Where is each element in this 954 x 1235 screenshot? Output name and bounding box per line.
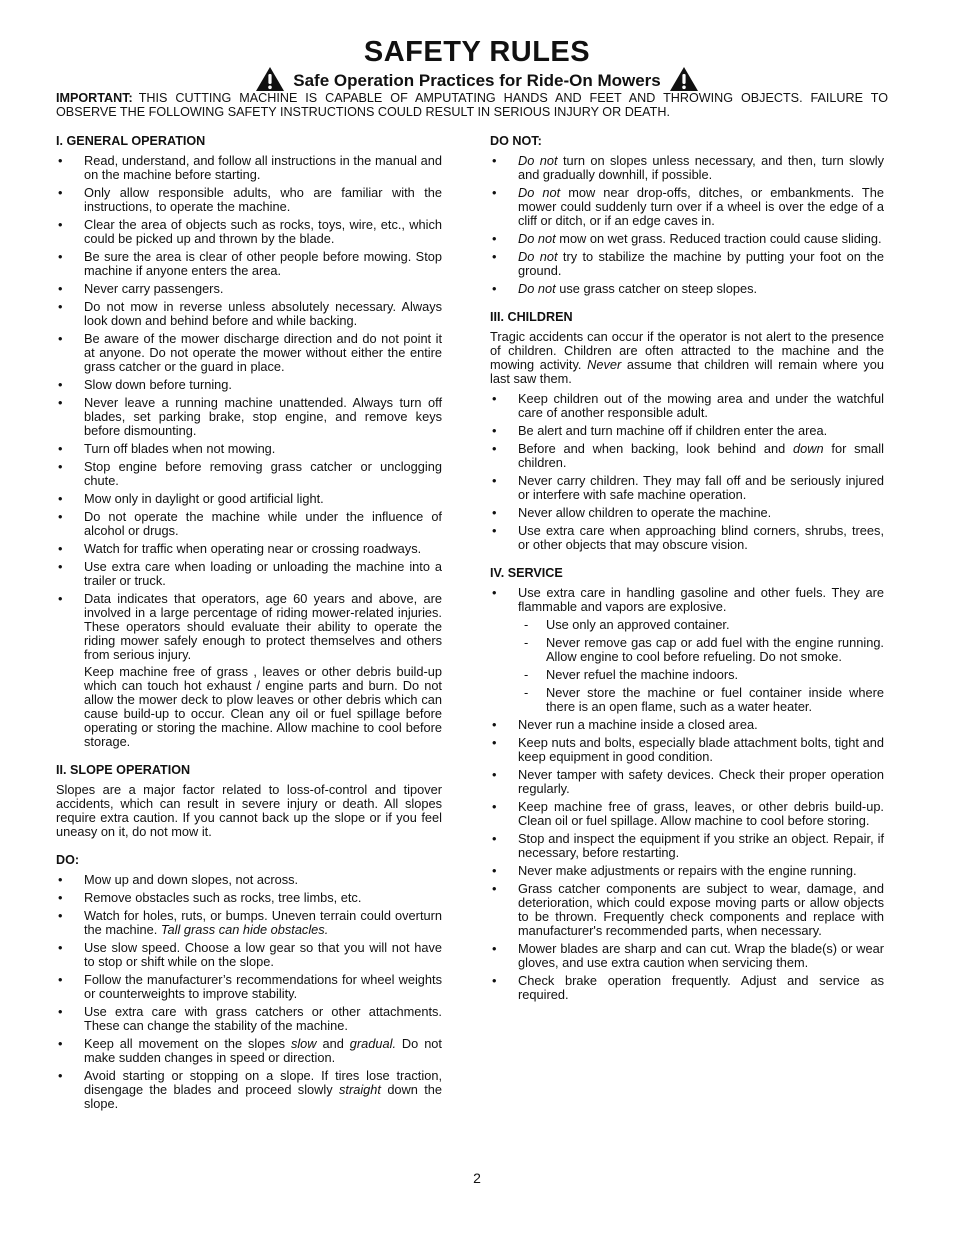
service-list — [490, 586, 884, 1002]
list-item: • Never carry children. They may fall off and be seriously injured or interfere with safe machine operation. — [490, 474, 884, 502]
list-item-text: Use extra care in handling gasoline and other fuels. They are flammable and vapors are explosive. — [518, 585, 884, 614]
general-operation-section — [56, 134, 442, 749]
list-item-text: Before and when backing, look behind and — [518, 441, 786, 456]
list-item: • Mow up and down slopes, not across. — [56, 873, 442, 887]
list-item: • Remove obstacles such as rocks, tree limbs, etc. — [56, 891, 442, 905]
section-heading: IV. SERVICE — [490, 566, 563, 580]
fuel-sub-list — [518, 618, 884, 714]
important-notice — [56, 91, 888, 119]
list-item-text: Keep all movement on the slopes — [84, 1036, 286, 1051]
list-item: • Only allow responsible adults, who are familiar with the instructions, to operate the machine. — [56, 186, 442, 214]
do-not-list — [490, 154, 884, 296]
do-heading: DO: — [56, 853, 80, 867]
sub-list-item: - Never refuel the machine indoors. — [518, 668, 884, 682]
list-item-text: and — [322, 1036, 344, 1051]
page-number: 2 — [473, 1170, 481, 1186]
list-item — [490, 186, 884, 228]
list-item — [56, 592, 442, 749]
emphasis-text: Do not — [518, 231, 556, 246]
important-label: IMPORTANT: — [56, 91, 133, 105]
right-column — [490, 134, 884, 1016]
list-item — [56, 1037, 442, 1065]
list-item: • Keep children out of the mowing area and under the watchful care of another responsible adult. — [490, 392, 884, 420]
list-item: • Keep nuts and bolts, especially blade attachment bolts, tight and keep equipment in good condition. — [490, 736, 884, 764]
emphasis-text: slow — [290, 1036, 317, 1051]
section-heading: II. SLOPE OPERATION — [56, 763, 191, 777]
do-list — [56, 873, 442, 1111]
list-item: • Use extra care when loading or unloading the machine into a trailer or truck. — [56, 560, 442, 588]
list-item — [490, 586, 884, 714]
important-text: THIS CUTTING MACHINE IS CAPABLE OF AMPUTATING HANDS AND FEET AND THROWING OBJECTS. FAILURE TO OBSERVE THE FOLLOWING SAFETY INSTRUCTIONS COULD RESULT IN SERIOUS INJURY OR DEATH. — [56, 91, 888, 119]
list-item: • Mow only in daylight or good artificial light. — [56, 492, 442, 506]
list-item: • Clear the area of objects such as rocks, toys, wire, etc., which could be picked up and thrown by the blade. — [56, 218, 442, 246]
service-section — [490, 566, 884, 1002]
left-column — [56, 134, 442, 1125]
list-item-text: turn on slopes unless necessary, and then, turn slowly and gradually downhill, if possible. — [518, 153, 884, 182]
sub-list-item: - Never remove gas cap or add fuel with the engine running. Allow engine to cool before refueling. Do not smoke. — [518, 636, 884, 664]
section-heading: I. GENERAL OPERATION — [56, 134, 206, 148]
emphasis-text: Do not — [518, 185, 561, 200]
list-item — [490, 282, 884, 296]
list-item: • Read, understand, and follow all instructions in the manual and on the machine before starting. — [56, 154, 442, 182]
paragraph-text: assume that children will remain where you last saw them. — [490, 357, 885, 386]
list-item-text: try to stabilize the machine by putting your foot on the ground. — [518, 249, 884, 278]
emphasis-text: straight — [339, 1082, 381, 1097]
list-item: • Use slow speed. Choose a low gear so that you will not have to stop or shift while on the slope. — [56, 941, 442, 969]
list-item: • Follow the manufacturer’s recommendations for wheel weights or counterweights to improve stability. — [56, 973, 442, 1001]
slope-intro: Slopes are a major factor related to loss-of-control and tipover accidents, which can result in severe injury or death. All slopes require extra caution. If you cannot back up the slope or if you feel uneasy on it, do not mow it. — [56, 782, 442, 839]
list-item: • Be aware of the mower discharge direction and do not point it at anyone. Do not operate the mower without either the entire grass catcher or the guard in place. — [56, 332, 442, 374]
emphasis-text: gradual. — [349, 1036, 396, 1051]
list-item-continuation: Keep machine free of grass , leaves or other debris build-up which can touch hot exhaust / engine parts and burn. Do not allow the mower deck to plow leaves or other debris which can cause build-up to occur. Clean any oil or fuel spillage before operating or storing the machine. Allow machine to cool before storage. — [84, 664, 442, 749]
list-item-text: Data indicates that operators, age 60 years and above, are involved in a large percentage of riding mower-related injuries. These operators should evaluate their ability to operate the riding mower safely enough to protect themselves and others from serious injury. — [84, 591, 442, 662]
children-list — [490, 392, 884, 552]
list-item: • Stop engine before removing grass catcher or unclogging chute. — [56, 460, 442, 488]
sub-list-item: - Use only an approved container. — [518, 618, 884, 632]
list-item-text: Do not make sudden changes in speed or direction. — [84, 1036, 442, 1065]
sub-list-item: - Never store the machine or fuel container inside where there is an open flame, such as a water heater. — [518, 686, 884, 714]
emphasis-text: down — [793, 441, 824, 456]
list-item: • Do not mow in reverse unless absolutely necessary. Always look down and behind before and while backing. — [56, 300, 442, 328]
emphasis-text: Never — [587, 357, 622, 372]
paragraph-text: Tragic accidents can occur if the operator is not alert to the presence of children. Children are often attracted to the machine and the mowing activity. — [490, 329, 884, 372]
list-item — [490, 442, 884, 470]
list-item-text: Watch for holes, ruts, or bumps. Uneven terrain could overturn the machine. — [84, 908, 442, 937]
list-item: • Be sure the area is clear of other people before mowing. Stop machine if anyone enters the area. — [56, 250, 442, 278]
list-item: • Grass catcher components are subject to wear, damage, and deterioration, which could expose moving parts or allow objects to be thrown. Frequently check components and replace with manufacturer's recommended parts, when necessary. — [490, 882, 884, 938]
list-item-text: Avoid starting or stopping on a slope. If tires lose traction, disengage the blades and proceed slowly — [84, 1068, 442, 1097]
list-item: • Never tamper with safety devices. Check their proper operation regularly. — [490, 768, 884, 796]
list-item — [56, 1069, 442, 1111]
emphasis-text: Do not — [518, 153, 558, 168]
list-item: • Never make adjustments or repairs with the engine running. — [490, 864, 884, 878]
list-item: • Keep machine free of grass, leaves, or other debris build-up. Clean oil or fuel spillage. Allow machine to cool before storing. — [490, 800, 884, 828]
section-heading: III. CHILDREN — [490, 310, 573, 324]
list-item: • Be alert and turn machine off if children enter the area. — [490, 424, 884, 438]
emphasis-text: Do not — [518, 281, 556, 296]
list-item-text: down the slope. — [84, 1082, 443, 1111]
list-item: • Use extra care with grass catchers or other attachments. These can change the stability of the machine. — [56, 1005, 442, 1033]
emphasis-text: Do not — [518, 249, 558, 264]
list-item-text: for small children. — [518, 441, 884, 470]
list-item-text: use grass catcher on steep slopes. — [559, 281, 758, 296]
list-item: • Watch for traffic when operating near or crossing roadways. — [56, 542, 442, 556]
list-item — [490, 250, 884, 278]
section-heading: DO NOT: — [490, 134, 542, 148]
list-item — [490, 232, 884, 246]
list-item: • Turn off blades when not mowing. — [56, 442, 442, 456]
list-item: • Mower blades are sharp and can cut. Wrap the blade(s) or wear gloves, and use extra caution when servicing them. — [490, 942, 884, 970]
list-item: • Stop and inspect the equipment if you strike an object. Repair, if necessary, before restarting. — [490, 832, 884, 860]
list-item: • Never leave a running machine unattended. Always turn off blades, set parking brake, stop engine, and remove keys before dismounting. — [56, 396, 442, 438]
list-item: • Slow down before turning. — [56, 378, 442, 392]
list-item: • Never carry passengers. — [56, 282, 442, 296]
children-section — [490, 310, 884, 552]
children-intro — [490, 330, 884, 386]
slope-operation-section — [56, 763, 442, 1111]
list-item: • Use extra care when approaching blind corners, shrubs, trees, or other objects that may obscure vision. — [490, 524, 884, 552]
subtitle-text: Safe Operation Practices for Ride-On Mowers — [293, 71, 661, 90]
general-operation-list — [56, 154, 442, 749]
page-title: SAFETY RULES — [363, 36, 591, 68]
list-item: • Do not operate the machine while under the influence of alcohol or drugs. — [56, 510, 442, 538]
list-item: • Check brake operation frequently. Adjust and service as required. — [490, 974, 884, 1002]
emphasis-text: Tall grass can hide obstacles. — [160, 922, 329, 937]
list-item — [56, 909, 442, 937]
list-item: • Never run a machine inside a closed area. — [490, 718, 884, 732]
list-item — [490, 154, 884, 182]
list-item-text: mow on wet grass. Reduced traction could cause sliding. — [559, 231, 882, 246]
list-item: • Never allow children to operate the machine. — [490, 506, 884, 520]
do-not-section — [490, 134, 884, 296]
list-item-text: mow near drop-offs, ditches, or embankments. The mower could suddenly turn over if a wheel is over the edge of a cliff or ditch, or if an edge caves in. — [518, 185, 884, 228]
